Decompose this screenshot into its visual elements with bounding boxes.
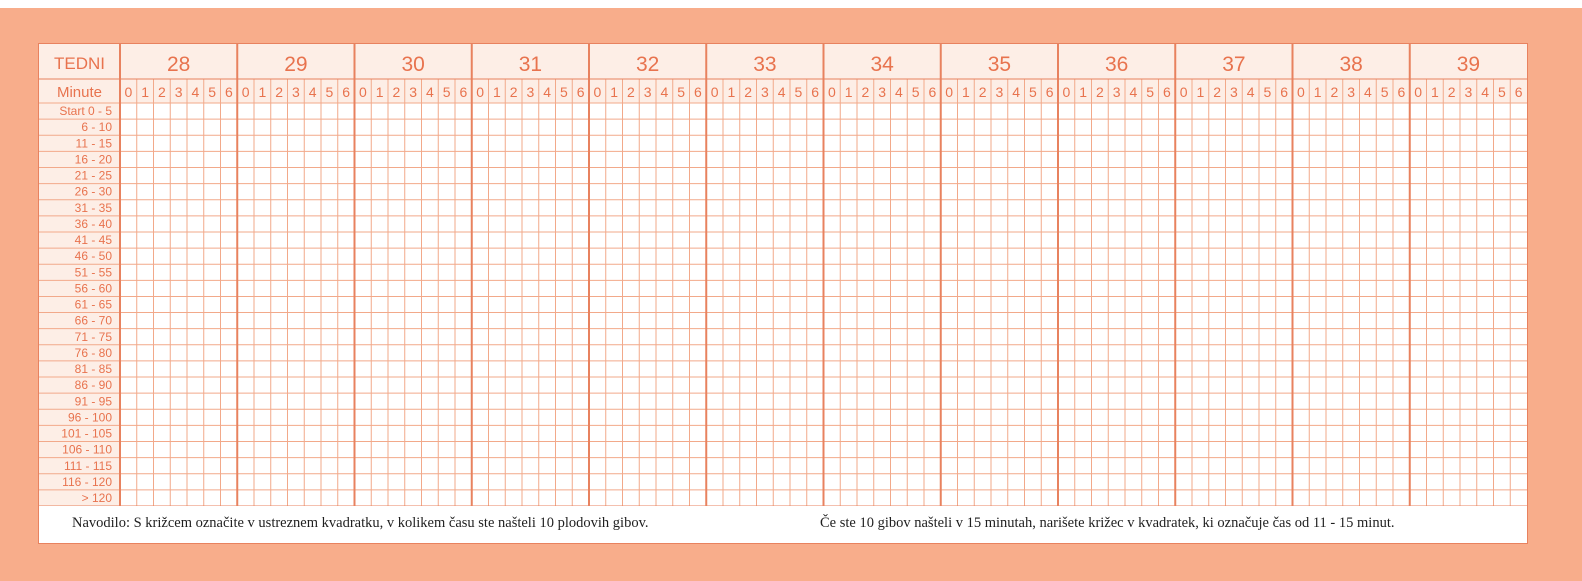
minute-digit: 3 xyxy=(1464,84,1473,100)
minute-digit: 2 xyxy=(1330,84,1339,100)
row-label: > 120 xyxy=(81,491,112,505)
minute-digit: 0 xyxy=(1296,84,1305,100)
row-label: 26 - 30 xyxy=(74,184,112,199)
instructions-left: Navodilo: S križcem označite v ustreznem kvadratku, v kolikem času ste našteli 10 plodovih gibov. xyxy=(72,515,649,531)
row-label: 46 - 50 xyxy=(74,249,112,264)
week-number: 38 xyxy=(1339,53,1363,76)
minute-digit: 6 xyxy=(1045,84,1054,100)
minute-digit: 3 xyxy=(1112,84,1121,100)
minute-digit: 2 xyxy=(1213,84,1222,100)
minute-digit: 3 xyxy=(1229,84,1238,100)
minute-digit: 1 xyxy=(492,84,501,100)
week-number: 30 xyxy=(401,53,425,76)
minute-digit: 6 xyxy=(224,84,233,100)
minute-digit: 0 xyxy=(827,84,836,100)
row-label: 56 - 60 xyxy=(74,281,112,296)
minute-digit: 4 xyxy=(894,84,903,100)
minute-digit: 5 xyxy=(911,84,920,100)
row-label: 76 - 80 xyxy=(74,345,112,360)
minute-digit: 0 xyxy=(593,84,602,100)
row-label: 81 - 85 xyxy=(74,362,112,377)
minute-digit: 3 xyxy=(878,84,887,100)
minute-digit: 1 xyxy=(1196,84,1205,100)
row-label: 41 - 45 xyxy=(74,233,112,248)
minute-digit: 1 xyxy=(375,84,384,100)
row-label: Start 0 - 5 xyxy=(59,104,112,119)
minute-digit: 3 xyxy=(291,84,300,100)
minute-digit: 5 xyxy=(442,84,451,100)
row-label: 6 - 10 xyxy=(81,120,112,135)
minute-digit: 0 xyxy=(710,84,719,100)
minute-digit: 4 xyxy=(660,84,669,100)
week-number: 34 xyxy=(870,53,894,76)
minute-digit: 2 xyxy=(744,84,753,100)
minute-digit: 6 xyxy=(693,84,702,100)
minute-digit: 5 xyxy=(1146,84,1155,100)
minute-digit: 0 xyxy=(124,84,133,100)
row-label: 36 - 40 xyxy=(74,216,112,231)
minute-digit: 3 xyxy=(1347,84,1356,100)
minute-digit: 5 xyxy=(794,84,803,100)
row-label: 116 - 120 xyxy=(62,474,112,489)
minute-digit: 0 xyxy=(241,84,250,100)
minute-digit: 1 xyxy=(961,84,970,100)
minute-digit: 2 xyxy=(861,84,870,100)
minute-digit: 4 xyxy=(1012,84,1021,100)
minute-digit: 6 xyxy=(928,84,937,100)
row-label: 71 - 75 xyxy=(74,329,112,344)
minute-digit: 6 xyxy=(1514,84,1523,100)
minute-digit: 4 xyxy=(1246,84,1255,100)
week-number: 33 xyxy=(753,53,777,76)
minute-digit: 0 xyxy=(476,84,485,100)
minute-digit: 6 xyxy=(1397,84,1406,100)
minute-digit: 4 xyxy=(1481,84,1490,100)
week-number: 29 xyxy=(284,53,308,76)
minute-digit: 2 xyxy=(1447,84,1456,100)
minute-digit: 5 xyxy=(1263,84,1272,100)
minute-digit: 6 xyxy=(459,84,468,100)
row-label: 21 - 25 xyxy=(74,168,112,183)
minute-digit: 5 xyxy=(677,84,686,100)
minute-digit: 4 xyxy=(543,84,552,100)
kick-count-chart xyxy=(39,44,1527,543)
minute-digit: 1 xyxy=(610,84,619,100)
row-label: 86 - 90 xyxy=(74,378,112,393)
minute-digit: 1 xyxy=(727,84,736,100)
minute-digit: 3 xyxy=(995,84,1004,100)
minute-digit: 1 xyxy=(141,84,150,100)
minute-digit: 3 xyxy=(409,84,418,100)
week-number: 28 xyxy=(166,53,191,76)
minute-digit: 0 xyxy=(1179,84,1188,100)
week-number: 39 xyxy=(1456,53,1481,76)
row-label: 91 - 95 xyxy=(74,394,112,409)
row-label: 11 - 15 xyxy=(75,136,112,151)
minute-digit: 6 xyxy=(342,84,351,100)
minute-digit: 6 xyxy=(811,84,820,100)
minute-digit: 5 xyxy=(325,84,334,100)
minute-digit: 0 xyxy=(358,84,367,100)
row-label: 16 - 20 xyxy=(74,152,112,167)
week-number: 31 xyxy=(518,53,543,76)
row-label: 66 - 70 xyxy=(74,313,112,328)
minute-digit: 1 xyxy=(844,84,853,100)
minute-digit: 2 xyxy=(978,84,987,100)
row-label: 51 - 55 xyxy=(74,265,112,280)
minute-digit: 2 xyxy=(157,84,166,100)
row-label: 61 - 65 xyxy=(74,297,112,312)
minute-digit: 1 xyxy=(1430,84,1439,100)
minute-digit: 5 xyxy=(208,84,217,100)
minute-digit: 2 xyxy=(275,84,284,100)
row-label: 111 - 115 xyxy=(63,458,112,473)
minute-digit: 0 xyxy=(945,84,954,100)
minute-digit: 6 xyxy=(576,84,585,100)
row-label: 106 - 110 xyxy=(62,442,112,457)
minute-digit: 3 xyxy=(760,84,769,100)
minute-digit: 0 xyxy=(1062,84,1071,100)
week-number: 32 xyxy=(635,53,660,76)
kick-count-grid xyxy=(39,44,1527,506)
page-background xyxy=(0,8,1582,581)
minute-digit: 4 xyxy=(1129,84,1138,100)
minute-digit: 2 xyxy=(1095,84,1104,100)
minute-digit: 2 xyxy=(392,84,401,100)
minute-digit: 2 xyxy=(626,84,635,100)
minute-digit: 1 xyxy=(1079,84,1088,100)
minute-digit: 0 xyxy=(1414,84,1423,100)
minute-digit: 4 xyxy=(1363,84,1372,100)
minute-digit: 6 xyxy=(1280,84,1289,100)
week-number: 35 xyxy=(987,53,1012,76)
week-number: 37 xyxy=(1222,53,1246,76)
minute-digit: 5 xyxy=(1028,84,1037,100)
week-number: 36 xyxy=(1104,53,1129,76)
minute-digit: 4 xyxy=(425,84,434,100)
minute-digit: 3 xyxy=(526,84,535,100)
weeks-label: TEDNI xyxy=(54,54,105,73)
instructions xyxy=(39,506,1527,543)
minute-digit: 6 xyxy=(1162,84,1171,100)
row-label: 101 - 105 xyxy=(61,426,112,441)
minute-digit: 3 xyxy=(643,84,652,100)
minute-digit: 1 xyxy=(258,84,267,100)
minute-digit: 4 xyxy=(191,84,200,100)
minute-digit: 1 xyxy=(1313,84,1322,100)
minute-label: Minute xyxy=(56,84,103,101)
minute-digit: 5 xyxy=(1380,84,1389,100)
minute-digit: 2 xyxy=(509,84,518,100)
minute-digit: 3 xyxy=(174,84,183,100)
row-label: 31 - 35 xyxy=(74,200,112,215)
row-label: 96 - 100 xyxy=(67,410,112,425)
minute-digit: 4 xyxy=(777,84,786,100)
minute-digit: 5 xyxy=(1497,84,1506,100)
instructions-right: Če ste 10 gibov našteli v 15 minutah, narišete križec v kvadratek, ki označuje čas od 11 - 15 minut. xyxy=(820,515,1395,531)
minute-digit: 4 xyxy=(308,84,317,100)
minute-digit: 5 xyxy=(559,84,568,100)
